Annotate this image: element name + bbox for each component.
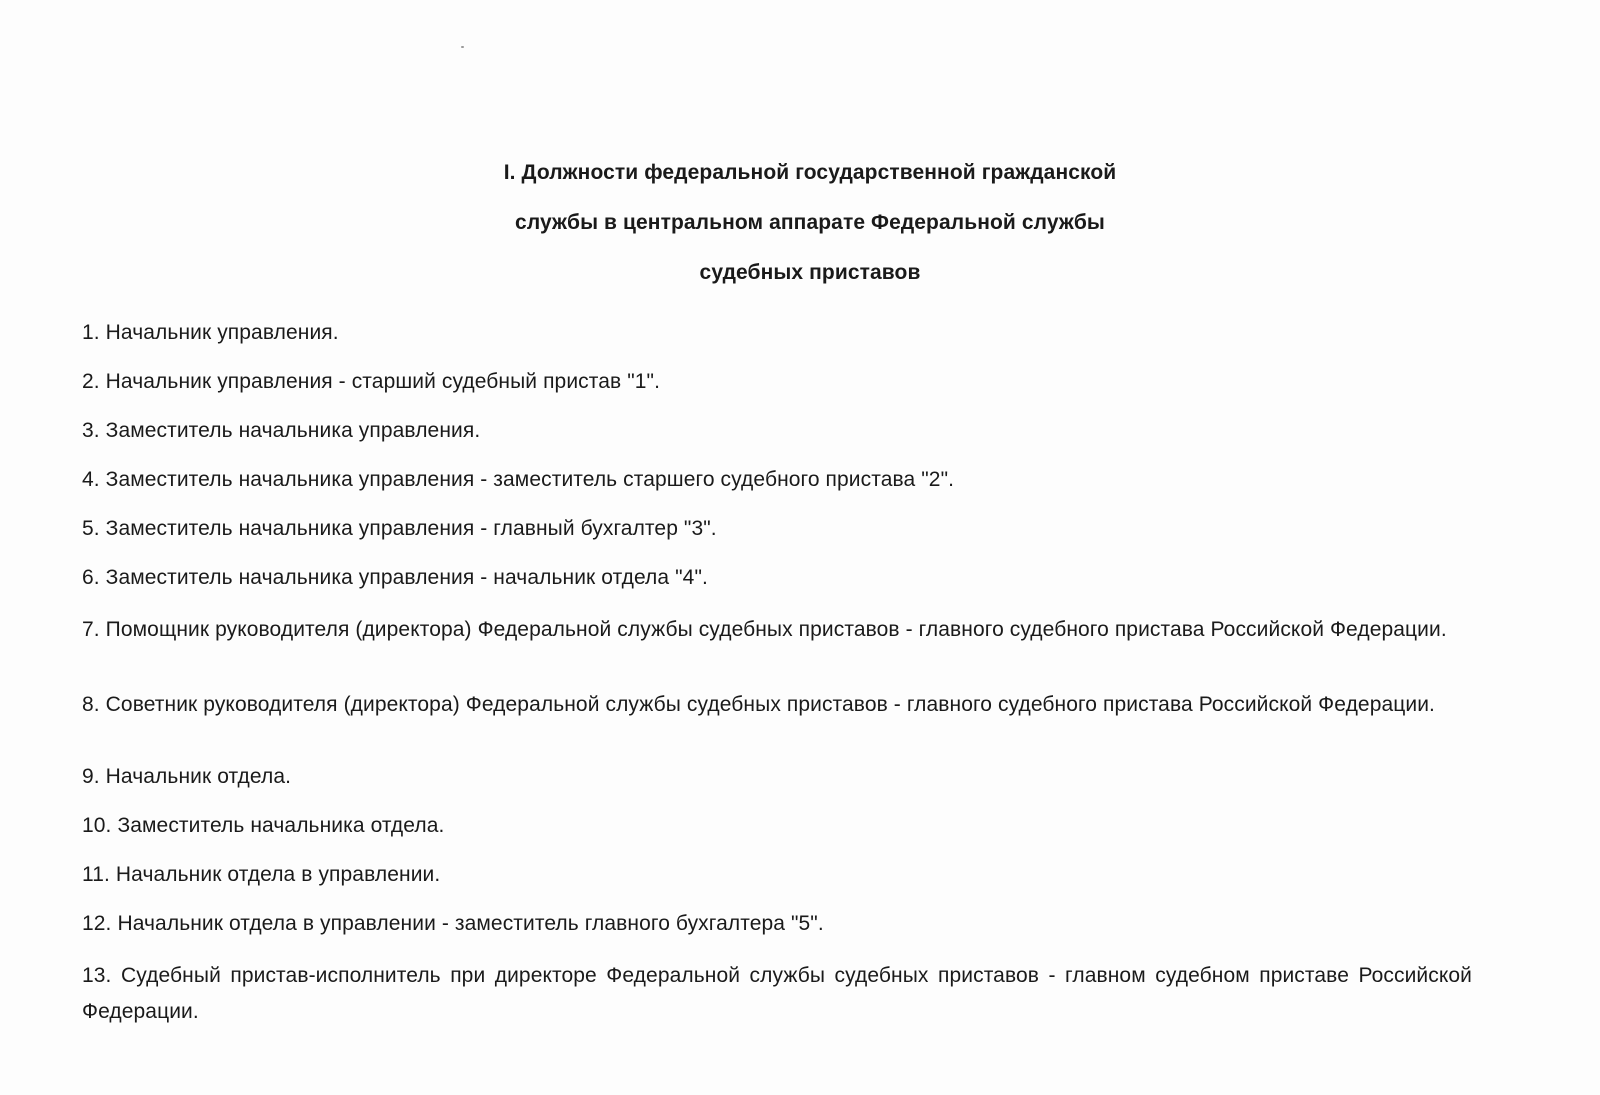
item-number: 9. (82, 765, 100, 788)
heading-line-1: I. Должности федеральной государственной гражданской (503, 161, 1117, 184)
item-text: Советник руководителя (директора) Федеральной службы судебных приставов - главного судебного пристава Российской Федерации. (105, 693, 1435, 716)
item-text: Начальник отдела в управлении - заместитель главного бухгалтера "5". (117, 912, 824, 935)
item-text: Начальник управления - старший судебный пристав "1". (105, 370, 661, 393)
heading-line-2: службы в центральном аппарате Федеральной службы (515, 211, 1105, 234)
item-number: 5. (82, 517, 100, 540)
item-text: Судебный пристав-исполнитель при директоре Федеральной службы судебных приставов - главном судебном приставе Российской Федерации. (82, 964, 1472, 1023)
list-item (82, 514, 1472, 563)
list-item (82, 465, 1472, 514)
list-item (82, 811, 1472, 860)
list-item (82, 416, 1472, 465)
item-number: 13. (82, 964, 112, 987)
item-number: 10. (82, 814, 112, 837)
list-item (82, 563, 1472, 612)
item-number: 2. (82, 370, 100, 393)
item-text: Помощник руководителя (директора) Федеральной службы судебных приставов - главного судебного пристава Российской Федерации. (105, 618, 1447, 641)
list-item (82, 762, 1472, 811)
item-text: Заместитель начальника управления - главный бухгалтер "3". (105, 517, 717, 540)
list-item (82, 367, 1472, 416)
scan-speck (461, 46, 464, 48)
item-text: Начальник отдела в управлении. (115, 863, 441, 886)
item-number: 11. (82, 863, 110, 886)
item-text: Заместитель начальника отдела. (117, 814, 445, 837)
list-item (82, 612, 1472, 687)
item-text: Заместитель начальника управления - заместитель старшего судебного пристава "2". (105, 468, 955, 491)
item-text: Заместитель начальника управления. (105, 419, 481, 442)
list-item (82, 958, 1472, 1033)
item-number: 12. (82, 912, 112, 935)
item-text: Начальник отдела. (105, 765, 292, 788)
positions-list (82, 318, 1472, 1033)
item-number: 1. (82, 321, 100, 344)
heading-line-3: судебных приставов (699, 261, 921, 284)
item-text: Заместитель начальника управления - начальник отдела "4". (105, 566, 708, 589)
item-number: 7. (82, 618, 100, 641)
list-item (82, 860, 1472, 909)
list-item (82, 687, 1472, 762)
item-number: 6. (82, 566, 100, 589)
item-number: 4. (82, 468, 100, 491)
list-item (82, 318, 1472, 367)
item-number: 8. (82, 693, 100, 716)
item-number: 3. (82, 419, 100, 442)
item-text: Начальник управления. (105, 321, 339, 344)
list-item (82, 909, 1472, 958)
section-heading (0, 160, 1600, 310)
